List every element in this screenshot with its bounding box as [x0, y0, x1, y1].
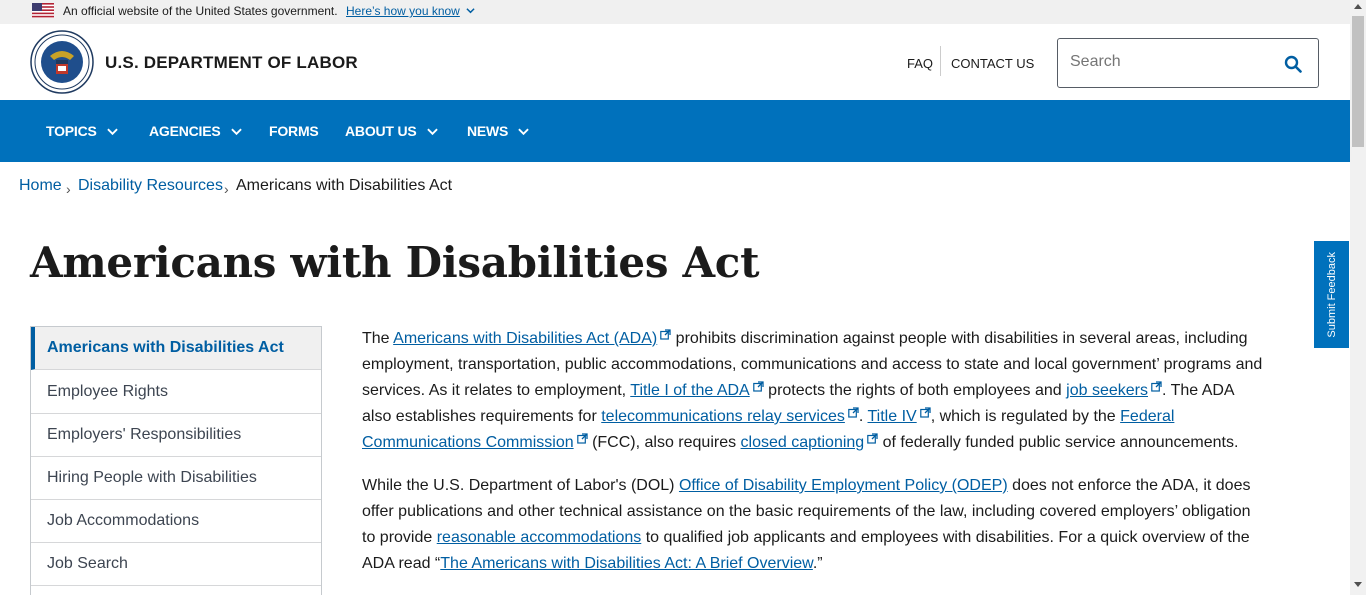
- sidebar-item-employee-rights[interactable]: Employee Rights: [31, 371, 321, 414]
- sidebar-item-job-search[interactable]: Job Search: [31, 543, 321, 586]
- odep-link[interactable]: Office of Disability Employment Policy (ODEP): [678, 477, 1008, 494]
- breadcrumb-disability-resources[interactable]: Disability Resources: [78, 177, 223, 194]
- chevron-down-icon: [107, 126, 118, 137]
- site-title[interactable]: U.S. DEPARTMENT OF LABOR: [105, 53, 358, 72]
- external-link-icon: [1151, 381, 1162, 392]
- breadcrumb-home[interactable]: Home: [19, 177, 62, 194]
- nav-label: NEWS: [467, 123, 509, 139]
- gov-banner: [0, 0, 1350, 24]
- relay-services-link[interactable]: telecommunications relay services: [601, 408, 845, 425]
- nav-label: FORMS: [269, 123, 319, 139]
- main-nav: [0, 100, 1350, 162]
- title-iv-link[interactable]: Title IV: [867, 408, 917, 425]
- chevron-down-icon[interactable]: [466, 6, 475, 15]
- faq-link[interactable]: FAQ: [907, 56, 934, 71]
- main-content: [362, 326, 1264, 594]
- page-scrollbar[interactable]: [1350, 0, 1366, 595]
- breadcrumb-current: Americans with Disabilities Act: [236, 177, 453, 194]
- text: .”: [812, 555, 823, 572]
- contact-us-link[interactable]: CONTACT US: [951, 56, 1035, 71]
- text: The: [362, 330, 394, 347]
- text: prohibits discrimination against people with disabilities in several areas, including employment, transportation, public accommodations, communications and access to state and local government’ programs and services. As it relates to employment,: [362, 330, 1263, 399]
- breadcrumb-separator: ›: [66, 181, 71, 197]
- text: protects the rights of both employees and: [763, 382, 1067, 399]
- nav-news[interactable]: [467, 100, 529, 162]
- breadcrumb-separator: ›: [224, 181, 229, 197]
- closed-captioning-link[interactable]: closed captioning: [740, 434, 865, 451]
- nav-agencies[interactable]: [149, 100, 242, 162]
- chevron-down-icon: [518, 126, 529, 137]
- text: .: [858, 408, 868, 425]
- text: does not enforce the ADA, it does offer publications and other technical assistance on the basic requirements of the law, including covered employers’ obligation to provide: [362, 477, 1251, 546]
- ada-brief-overview-link[interactable]: The Americans with Disabilities Act: A Brief Overview: [440, 555, 813, 572]
- sidebar-item-job-accommodations[interactable]: Job Accommodations: [31, 500, 321, 543]
- reasonable-accommodations-link[interactable]: reasonable accommodations: [436, 529, 642, 546]
- text: to qualified job applicants and employees with disabilities. For a quick overview of the ADA read “: [362, 529, 1250, 572]
- job-seekers-link[interactable]: job seekers: [1066, 382, 1148, 399]
- search-box: [1057, 38, 1319, 88]
- site-header: [0, 24, 1350, 100]
- sidebar-item-employers-responsibilities[interactable]: Employers' Responsibilities: [31, 414, 321, 457]
- nav-label: TOPICS: [46, 123, 97, 139]
- sidebar-item-hiring[interactable]: Hiring People with Disabilities: [31, 457, 321, 500]
- paragraph-intro: [362, 326, 1264, 456]
- text: , which is regulated by the: [930, 408, 1121, 425]
- nav-topics[interactable]: [46, 100, 118, 162]
- text: of federally funded public service announcements.: [878, 434, 1239, 451]
- nav-forms[interactable]: [269, 100, 319, 162]
- submit-feedback-label: Submit Feedback: [1325, 251, 1338, 338]
- external-link-icon: [753, 381, 764, 392]
- text: (FCC), also requires: [587, 434, 741, 451]
- scroll-up-arrow-icon[interactable]: [1354, 4, 1362, 9]
- external-link-icon: [920, 407, 931, 418]
- fcc-link[interactable]: Federal Communications Commission: [362, 408, 1175, 451]
- nav-label: AGENCIES: [149, 123, 221, 139]
- page-title: Americans with Disabilities Act: [30, 238, 760, 287]
- chevron-down-icon: [231, 126, 242, 137]
- submit-feedback-button[interactable]: [1314, 241, 1349, 348]
- scrollbar-thumb[interactable]: [1352, 16, 1364, 147]
- chevron-down-icon: [427, 126, 438, 137]
- nav-about-us[interactable]: [345, 100, 438, 162]
- ada-link[interactable]: Americans with Disabilities Act (ADA): [393, 330, 658, 347]
- search-icon[interactable]: [1284, 55, 1302, 73]
- external-link-icon: [867, 433, 878, 444]
- heres-how-you-know-link[interactable]: Here’s how you know: [346, 4, 460, 18]
- external-link-icon: [848, 407, 859, 418]
- search-input[interactable]: [1070, 53, 1270, 71]
- sidebar-nav: [30, 326, 322, 595]
- text: . The ADA also establishes requirements for: [362, 382, 1234, 425]
- external-link-icon: [577, 433, 588, 444]
- nav-label: ABOUT US: [345, 123, 417, 139]
- us-flag-icon: [32, 3, 54, 18]
- title-i-link[interactable]: Title I of the ADA: [630, 382, 750, 399]
- paragraph-odep: [362, 473, 1264, 577]
- scroll-down-arrow-icon[interactable]: [1354, 582, 1362, 587]
- gov-banner-text: An official website of the United States government.: [63, 4, 338, 18]
- text: While the U.S. Department of Labor's (DOL): [362, 477, 679, 494]
- utility-divider: [940, 46, 941, 76]
- external-link-icon: [660, 329, 671, 340]
- dol-seal-logo[interactable]: [30, 30, 94, 94]
- sidebar-item-ada[interactable]: Americans with Disabilities Act: [31, 327, 321, 370]
